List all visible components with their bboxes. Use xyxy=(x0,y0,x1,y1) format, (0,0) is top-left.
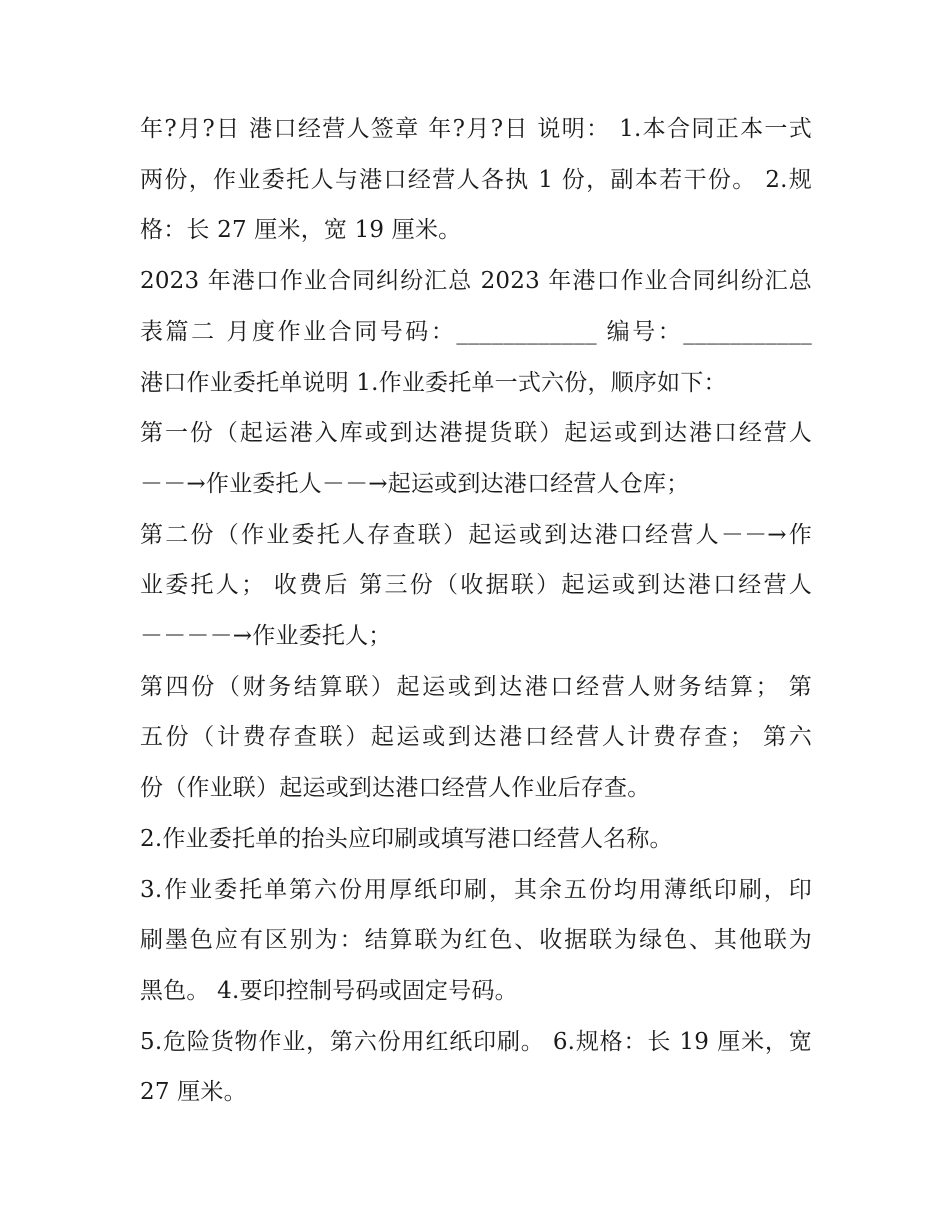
paragraph-copy-one xyxy=(140,408,812,509)
text-line: 两份，作业委托人与港口经营人各执 1 份，副本若干份。 2.规 xyxy=(140,166,812,193)
document-body xyxy=(140,104,812,1118)
text-line: 27 厘米。 xyxy=(140,1079,247,1106)
text-line: 黑色。 4.要印控制号码或固定号码。 xyxy=(140,977,518,1004)
text-line: 五份（计费存查联）起运或到达港口经营人计费存查； 第六 xyxy=(140,724,812,751)
text-line: －－－－→作业委托人； xyxy=(140,623,392,650)
text-line: 2023 年港口作业合同纠纷汇总 2023 年港口作业合同纠纷汇总 xyxy=(140,268,812,295)
text-line: 2.作业委托单的抬头应印刷或填写港口经营人名称。 xyxy=(140,825,673,852)
paragraph-copy-two-three xyxy=(140,510,812,662)
text-line: 刷墨色应有区别为：结算联为红色、收据联为绿色、其他联为 xyxy=(140,927,812,954)
text-line: 格：长 27 厘米，宽 19 厘米。 xyxy=(140,217,462,244)
text-line: 份（作业联）起运或到达港口经营人作业后存查。 xyxy=(140,775,651,802)
text-line: 5.危险货物作业，第六份用红纸印刷。 6.规格：长 19 厘米，宽 xyxy=(140,1028,812,1055)
paragraph-title-form-header xyxy=(140,256,812,408)
paragraph-note-five-six xyxy=(140,1017,812,1118)
text-line: 第二份（作业委托人存查联）起运或到达港口经营人－－→作 xyxy=(140,521,812,548)
text-line: 第一份（起运港入库或到达港提货联）起运或到达港口经营人 xyxy=(140,420,812,447)
paragraph-copy-four-six xyxy=(140,662,812,814)
paragraph-note-three-four xyxy=(140,865,812,1017)
paragraph-note-two xyxy=(140,814,812,865)
text-line: 年?月?日 港口经营人签章 年?月?日 说明： 1.本合同正本一式 xyxy=(140,116,812,142)
text-line: 港口作业委托单说明 1.作业委托单一式六份，顺序如下： xyxy=(140,369,727,396)
text-line: 业委托人； 收费后 第三份（收据联）起运或到达港口经营人 xyxy=(140,572,812,599)
paragraph-signature-notes xyxy=(140,104,812,256)
text-line: －－→作业委托人－－→起运或到达港口经营人仓库； xyxy=(140,470,690,497)
text-line: 第四份（财务结算联）起运或到达港口经营人财务结算； 第 xyxy=(140,673,812,700)
text-line: 3.作业委托单第六份用厚纸印刷，其余五份均用薄纸印刷，印 xyxy=(140,876,812,903)
text-line: 表篇二 月度作业合同号码：____________ 编号：___________ xyxy=(140,318,812,345)
